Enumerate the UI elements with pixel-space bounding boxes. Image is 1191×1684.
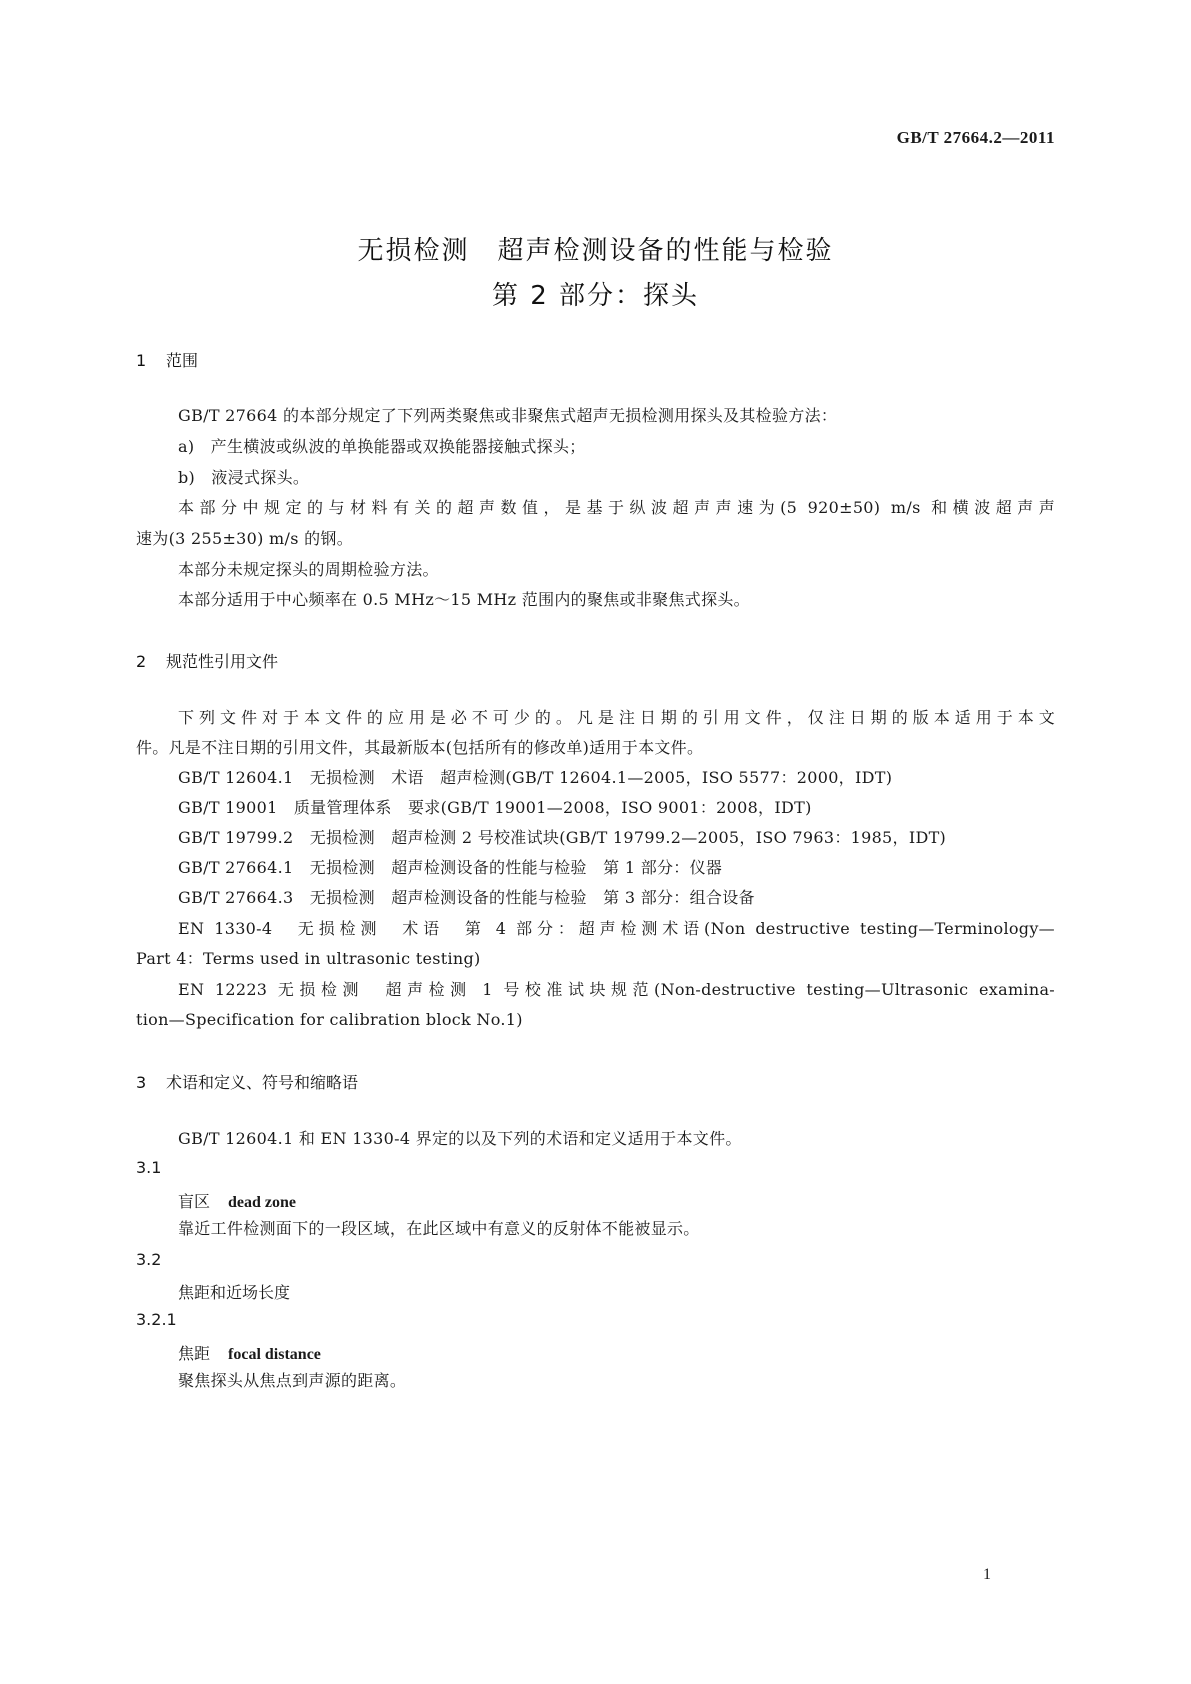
list-item-b: b) 液浸式探头。	[178, 468, 310, 487]
page-number: 1	[983, 1566, 991, 1583]
paragraph-line: 件。凡是不注日期的引用文件，其最新版本(包括所有的修改单)适用于本文件。	[136, 738, 704, 757]
term-chinese: 盲区	[178, 1192, 211, 1211]
reference-item: EN 12223 无损检测 超声检测 1 号校准试块规范(Non-destructive testing—Ultrasonic examina-	[178, 980, 1055, 999]
paragraph-line: 速为(3 255±30) m/s 的钢。	[136, 529, 353, 548]
section-2-heading	[136, 649, 278, 672]
paragraph-line: GB/T 27664 的本部分规定了下列两类聚焦或非聚焦式超声无损检测用探头及其检验方法：	[178, 406, 838, 425]
term-entry	[178, 1341, 321, 1364]
reference-item: GB/T 12604.1 无损检测 术语 超声检测(GB/T 12604.1—2005，ISO 5577：2000，IDT)	[178, 768, 893, 787]
paragraph-line: 本部分适用于中心频率在 0.5 MHz～15 MHz 范围内的聚焦或非聚焦式探头。	[178, 590, 750, 609]
reference-item-continued: tion—Specification for calibration block No.1)	[136, 1010, 523, 1029]
title-line-1: 无损检测 超声检测设备的性能与检验	[357, 236, 834, 266]
section-1-heading	[136, 348, 198, 371]
term-english: dead zone	[228, 1194, 297, 1211]
section-title: 范围	[166, 351, 199, 370]
section-number: 2	[136, 652, 147, 671]
section-title: 规范性引用文件	[166, 652, 279, 671]
title-line-2: 第 2 部分：探头	[491, 281, 700, 311]
term-chinese: 焦距和近场长度	[178, 1283, 291, 1302]
section-number: 1	[136, 351, 147, 370]
section-title: 术语和定义、符号和缩略语	[166, 1073, 359, 1092]
clause-number: 3.2	[136, 1250, 162, 1269]
reference-item-continued: Part 4：Terms used in ultrasonic testing)	[136, 949, 481, 968]
clause-number: 3.2.1	[136, 1310, 177, 1329]
paragraph-line: 本部分未规定探头的周期检验方法。	[178, 560, 439, 579]
paragraph-line: 下列文件对于本文件的应用是必不可少的。凡是注日期的引用文件，仅注日期的版本适用于本文	[178, 708, 1055, 727]
clause-number: 3.1	[136, 1158, 162, 1177]
paragraph-line: 本部分中规定的与材料有关的超声数值，是基于纵波超声声速为(5 920±50) m/s 和横波超声声	[178, 498, 1055, 517]
term-chinese: 焦距	[178, 1344, 211, 1363]
reference-item: GB/T 27664.3 无损检测 超声检测设备的性能与检验 第 3 部分：组合设备	[178, 888, 755, 907]
term-entry	[178, 1280, 290, 1303]
section-number: 3	[136, 1073, 147, 1092]
document-code: GB/T 27664.2—2011	[896, 128, 1055, 147]
term-definition: 靠近工件检测面下的一段区域，在此区域中有意义的反射体不能被显示。	[178, 1219, 700, 1238]
term-entry	[178, 1189, 296, 1212]
paragraph-line: GB/T 12604.1 和 EN 1330-4 界定的以及下列的术语和定义适用于本文件。	[178, 1129, 742, 1148]
reference-item: GB/T 27664.1 无损检测 超声检测设备的性能与检验 第 1 部分：仪器	[178, 858, 723, 877]
section-3-heading	[136, 1070, 358, 1093]
term-english: focal distance	[228, 1346, 321, 1363]
reference-item: GB/T 19799.2 无损检测 超声检测 2 号校准试块(GB/T 19799.2—2005，ISO 7963：1985，IDT)	[178, 828, 947, 847]
term-definition: 聚焦探头从焦点到声源的距离。	[178, 1371, 407, 1390]
reference-item: GB/T 19001 质量管理体系 要求(GB/T 19001—2008，ISO 9001：2008，IDT)	[178, 798, 812, 817]
list-item-a: a) 产生横波或纵波的单换能器或双换能器接触式探头；	[178, 437, 586, 456]
reference-item: EN 1330-4 无损检测 术语 第 4 部分：超声检测术语(Non destructive testing—Terminology—	[178, 919, 1055, 938]
